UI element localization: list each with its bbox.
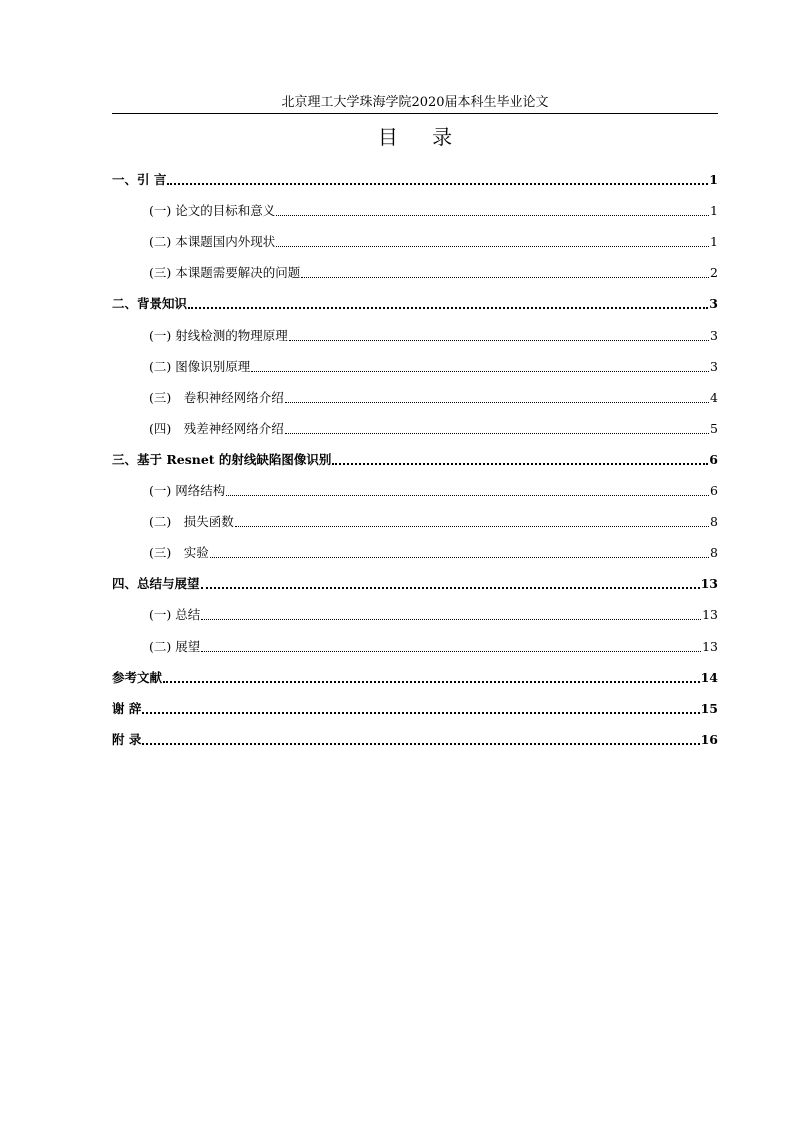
toc-entry-conclusion[interactable] — [112, 567, 718, 598]
toc-entry-page: 5 — [710, 420, 718, 436]
toc-entry-network[interactable] — [112, 474, 718, 505]
toc-entry-page: 16 — [700, 731, 718, 747]
toc-entry-page: 1 — [710, 234, 718, 250]
toc-entry-label: (一) 总结 — [149, 607, 201, 623]
table-of-contents — [112, 163, 718, 754]
toc-entry-label: (三) 实验 — [149, 545, 209, 561]
dot-leader — [201, 650, 701, 652]
dot-leader — [332, 462, 708, 465]
toc-entry-page: 1 — [709, 172, 718, 188]
toc-entry-resnet-intro[interactable] — [112, 412, 718, 443]
toc-entry-label: (二) 图像识别原理 — [149, 358, 251, 374]
toc-entry-physics[interactable] — [112, 318, 718, 349]
dot-leader — [142, 742, 699, 745]
dot-leader — [163, 680, 700, 683]
toc-entry-label: (一) 网络结构 — [149, 483, 226, 499]
toc-title: 目 录 — [377, 125, 467, 149]
toc-entry-label: (三) 卷积神经网络介绍 — [149, 389, 284, 405]
toc-entry-page: 8 — [710, 514, 718, 530]
toc-entry-page: 3 — [710, 327, 718, 343]
toc-entry-page: 13 — [702, 607, 718, 623]
running-header: 北京理工大学珠海学院2020届本科生毕业论文 — [112, 94, 718, 114]
toc-entry-goals[interactable] — [112, 194, 718, 225]
toc-entry-label: (一) 射线检测的物理原理 — [149, 327, 288, 343]
toc-entry-background[interactable] — [112, 287, 718, 318]
toc-entry-label: (三) 本课题需要解决的问题 — [149, 265, 301, 281]
toc-entry-page: 6 — [710, 483, 718, 499]
toc-entry-label: (四) 残差神经网络介绍 — [149, 420, 284, 436]
toc-entry-outlook[interactable] — [112, 629, 718, 660]
toc-entry-label: 参考文献 — [112, 669, 163, 685]
dot-leader — [289, 339, 709, 341]
dot-leader — [226, 494, 709, 496]
toc-entry-image-recognition[interactable] — [112, 350, 718, 381]
dot-leader — [142, 711, 699, 714]
dot-leader — [210, 556, 709, 558]
toc-entry-resnet-defect[interactable] — [112, 443, 718, 474]
toc-entry-loss[interactable] — [112, 505, 718, 536]
toc-entry-cnn[interactable] — [112, 381, 718, 412]
toc-entry-experiment[interactable] — [112, 536, 718, 567]
toc-entry-problems[interactable] — [112, 256, 718, 287]
toc-entry-page: 3 — [709, 296, 718, 312]
toc-entry-intro[interactable] — [112, 163, 718, 194]
toc-entry-label: 附 录 — [112, 731, 142, 747]
toc-entry-page: 13 — [700, 576, 718, 592]
dot-leader — [167, 182, 708, 185]
toc-entry-label: (一) 论文的目标和意义 — [149, 203, 276, 219]
toc-entry-page: 14 — [700, 669, 718, 685]
toc-entry-label: 谢 辞 — [112, 700, 142, 716]
dot-leader — [285, 401, 709, 403]
dot-leader — [201, 586, 700, 589]
dot-leader — [188, 306, 708, 309]
toc-entry-page: 8 — [710, 545, 718, 561]
dot-leader — [235, 525, 709, 527]
dot-leader — [276, 245, 709, 247]
toc-entry-label: (二) 展望 — [149, 638, 201, 654]
dot-leader — [276, 214, 709, 216]
toc-entry-page: 3 — [710, 358, 718, 374]
toc-entry-label: 三、基于 Resnet 的射线缺陷图像识别 — [112, 451, 332, 467]
toc-entry-label: (二) 本课题国内外现状 — [149, 234, 276, 250]
dot-leader — [251, 370, 709, 372]
toc-entry-page: 4 — [710, 389, 718, 405]
toc-entry-label: 四、总结与展望 — [112, 576, 200, 592]
toc-entry-page: 13 — [702, 638, 718, 654]
dot-leader — [201, 618, 701, 620]
dot-leader — [285, 432, 709, 434]
toc-entry-references[interactable] — [112, 661, 718, 692]
toc-entry-label: (二) 损失函数 — [149, 514, 234, 530]
toc-entry-appendix[interactable] — [112, 723, 718, 754]
toc-entry-label: 二、背景知识 — [112, 296, 188, 312]
toc-entry-page: 15 — [700, 700, 718, 716]
toc-entry-page: 6 — [709, 451, 718, 467]
toc-entry-summary[interactable] — [112, 598, 718, 629]
toc-entry-page: 2 — [710, 265, 718, 281]
toc-entry-label: 一、引 言 — [112, 172, 167, 188]
dot-leader — [301, 276, 709, 278]
toc-entry-acknowledgements[interactable] — [112, 692, 718, 723]
toc-entry-page: 1 — [710, 203, 718, 219]
toc-entry-status[interactable] — [112, 225, 718, 256]
